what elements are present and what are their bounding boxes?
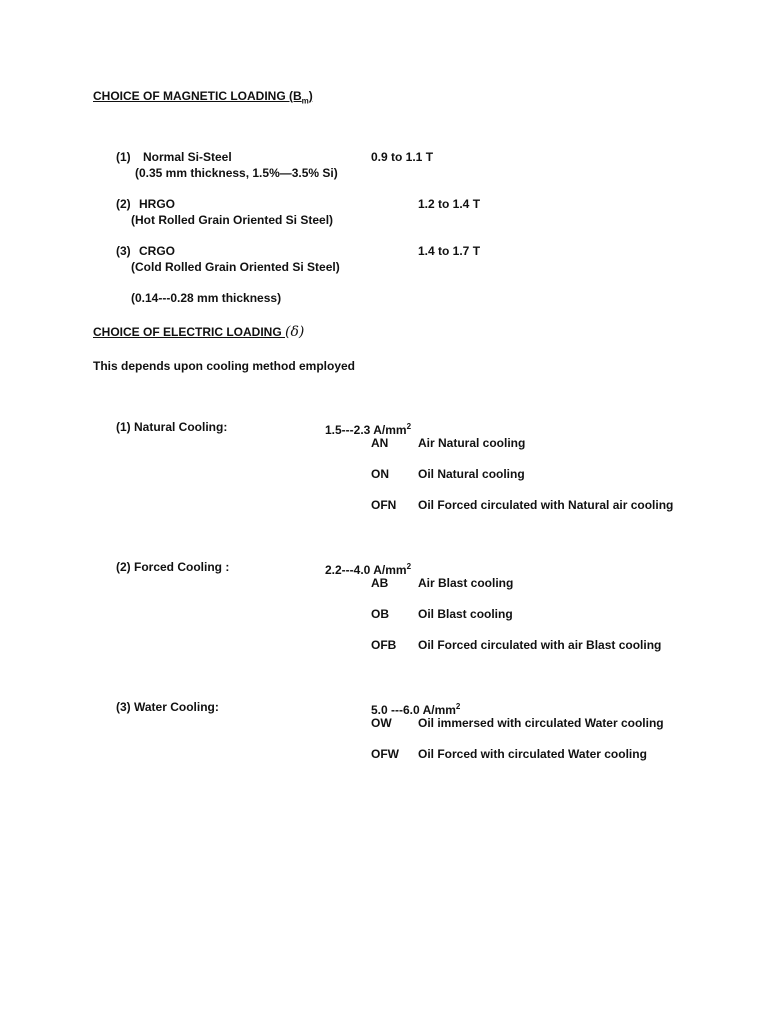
method-code: OB (371, 607, 389, 621)
item-value: 1.4 to 1.7 T (418, 244, 481, 258)
method-code: OFW (371, 747, 399, 761)
method-desc: Oil Forced circulated with Natural air cooling (418, 498, 674, 512)
value-sup: 2 (455, 702, 461, 711)
item-detail: (Hot Rolled Grain Oriented Si Steel) (131, 213, 334, 227)
method-code: OW (371, 716, 392, 730)
method-desc: Air Natural cooling (418, 436, 526, 450)
electric-intro: This depends upon cooling method employed (93, 359, 356, 373)
cooling-label: (3) Water Cooling: (116, 700, 219, 714)
method-desc: Oil Forced circulated with air Blast cooling (418, 638, 662, 652)
value-text: 2.2---4.0 A/mm (325, 563, 407, 577)
method-desc: Oil immersed with circulated Water cooling (418, 716, 664, 730)
cooling-label: (1) Natural Cooling: (116, 420, 228, 434)
item-value: 1.2 to 1.4 T (418, 197, 481, 211)
method-code: OFB (371, 638, 397, 652)
item-num: (3) (116, 244, 131, 258)
delta-symbol: (δ) (285, 324, 305, 340)
magnetic-heading (93, 89, 313, 108)
item-num: (2) (116, 197, 131, 211)
item-detail: (Cold Rolled Grain Oriented Si Steel) (131, 260, 340, 274)
value-text: 1.5---2.3 A/mm (325, 423, 407, 437)
heading-text: CHOICE OF ELECTRIC LOADING (93, 325, 285, 339)
method-desc: Oil Natural cooling (418, 467, 525, 481)
item-num: (1) (116, 150, 131, 164)
value-text: 5.0 ---6.0 A/mm (371, 703, 456, 717)
heading-text: CHOICE OF MAGNETIC LOADING (B (93, 89, 302, 103)
method-desc: Oil Blast cooling (418, 607, 513, 621)
method-desc: Oil Forced with circulated Water cooling (418, 747, 647, 761)
heading-close: ) (308, 89, 313, 103)
method-desc: Air Blast cooling (418, 576, 514, 590)
cooling-value (371, 700, 460, 717)
item-name: Normal Si-Steel (143, 150, 232, 164)
item-name: HRGO (139, 197, 175, 211)
cooling-label: (2) Forced Cooling : (116, 560, 230, 574)
method-code: AN (371, 436, 389, 450)
method-code: ON (371, 467, 389, 481)
method-code: AB (371, 576, 389, 590)
electric-heading (93, 325, 304, 339)
value-sup: 2 (406, 562, 412, 571)
heading-subscript: m (301, 96, 309, 106)
item-extra: (0.14---0.28 mm thickness) (131, 291, 282, 305)
value-sup: 2 (406, 422, 412, 431)
item-detail: (0.35 mm thickness, 1.5%—3.5% Si) (135, 166, 338, 180)
method-code: OFN (371, 498, 397, 512)
item-name: CRGO (139, 244, 175, 258)
cooling-value (325, 420, 411, 437)
item-value: 0.9 to 1.1 T (371, 150, 434, 164)
cooling-value (325, 560, 411, 577)
